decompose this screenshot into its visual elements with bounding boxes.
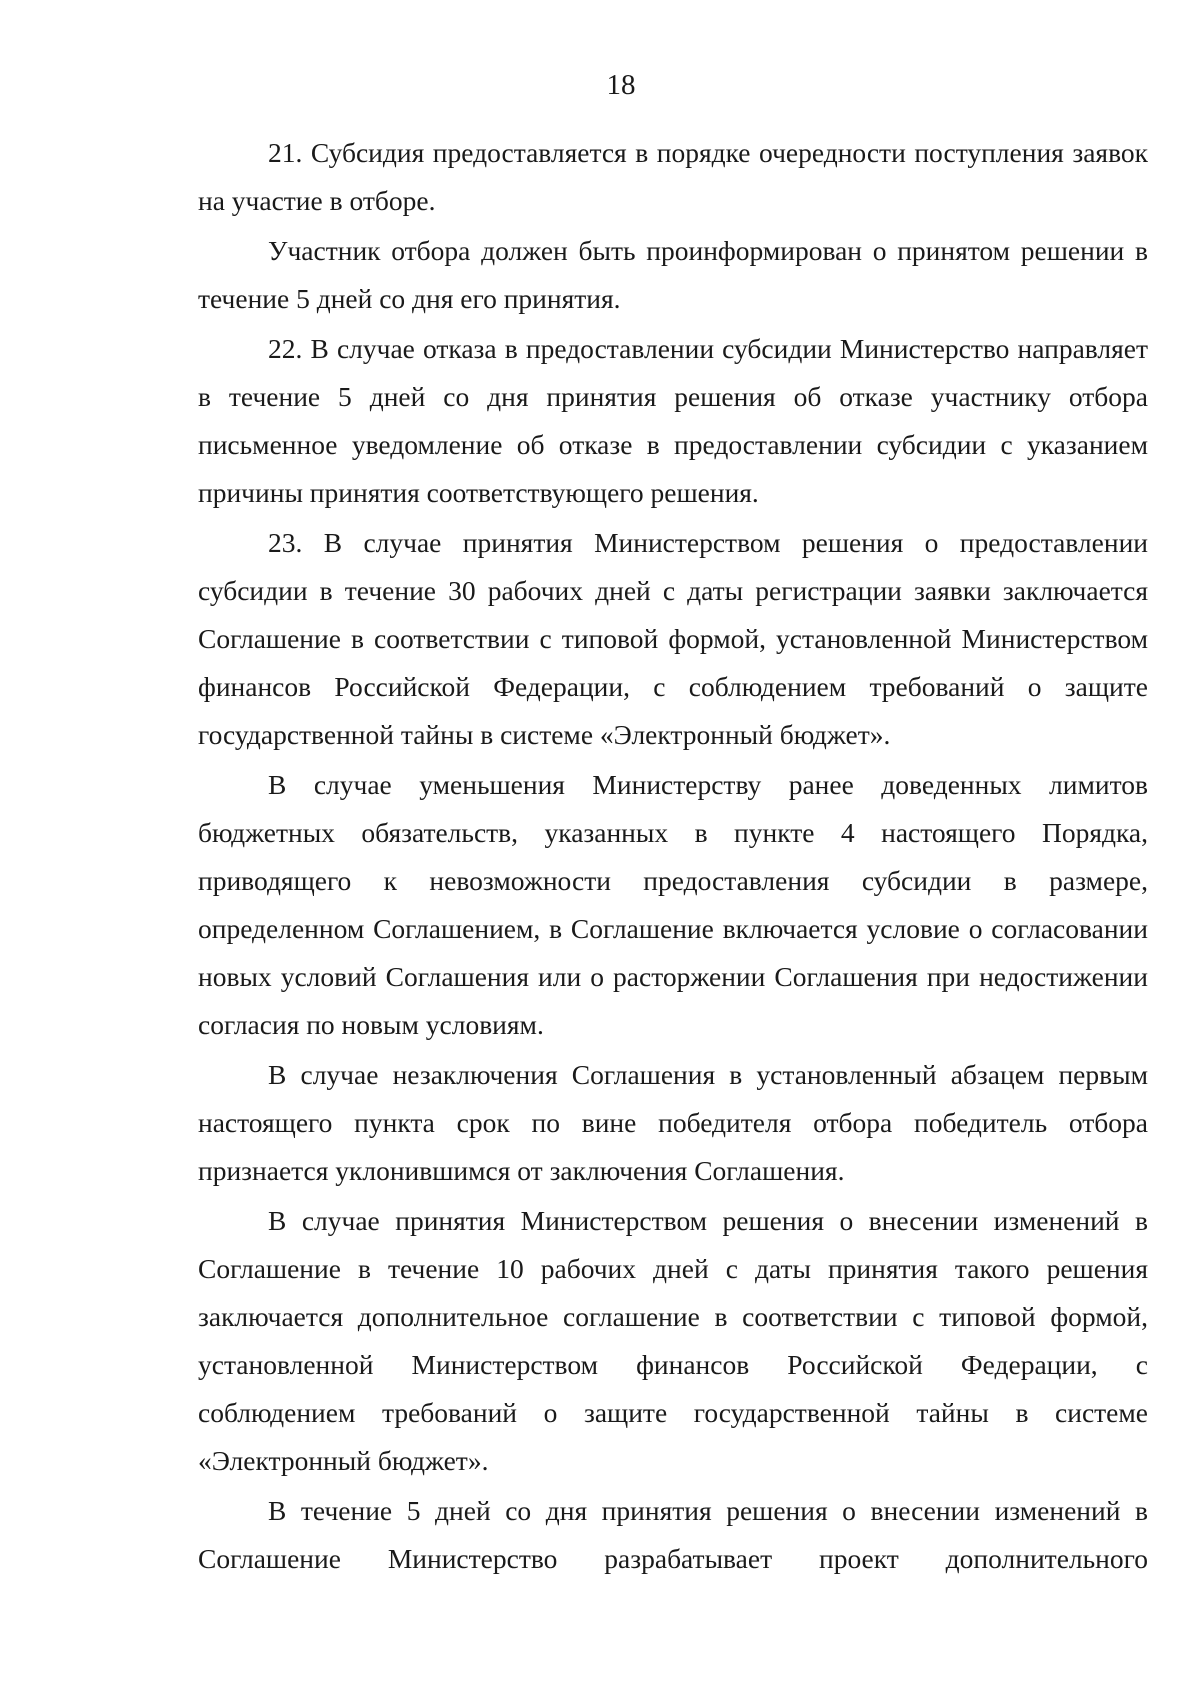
- paragraph-23: 23. В случае принятия Министерством решения о предоставлении субсидии в течение 30 рабочих дней с даты регистрации заявки заключается Соглашение в соответствии с типовой формой, установленной Министерством финансов Российской Федерации, с соблюдением требований о защите государственной тайны в системе «Электронный бюджет».: [198, 527, 1148, 750]
- paragraph-21: 21. Субсидия предоставляется в порядке очередности поступления заявок на участие в отборе.: [198, 137, 1148, 216]
- page-number: 18: [606, 69, 636, 101]
- paragraph-23-amendments: В случае принятия Министерством решения о внесении изменений в Соглашение в течение 10 рабочих дней с даты принятия такого решения заключается дополнительное соглашение в соответствии с типовой формой, установленной Министерством финансов Российской Федерации, с соблюдением требований о защите государственной тайны в системе «Электронный бюджет».: [198, 1205, 1148, 1476]
- paragraph-23-nonconclusion: В случае незаключения Соглашения в установленный абзацем первым настоящего пункта срок по вине победителя отбора победитель отбора признается уклонившимся от заключения Соглашения.: [198, 1059, 1148, 1186]
- paragraph-23-draft: В течение 5 дней со дня принятия решения о внесении изменений в Соглашение Министерство разрабатывает проект дополнительного: [198, 1495, 1148, 1574]
- paragraph-23-limits: В случае уменьшения Министерству ранее доведенных лимитов бюджетных обязательств, указанных в пункте 4 настоящего Порядка, приводящего к невозможности предоставления субсидии в размере, определенном Соглашением, в Соглашение включается условие о согласовании новых условий Соглашения или о расторжении Соглашения при недостижении согласия по новым условиям.: [198, 769, 1148, 1040]
- document-body: [198, 129, 1148, 1583]
- paragraph-22: 22. В случае отказа в предоставлении субсидии Министерство направляет в течение 5 дней со дня принятия решения об отказе участнику отбора письменное уведомление об отказе в предоставлении субсидии с указанием причины принятия соответствующего решения.: [198, 333, 1148, 508]
- paragraph-21-notice: Участник отбора должен быть проинформирован о принятом решении в течение 5 дней со дня его принятия.: [198, 235, 1148, 314]
